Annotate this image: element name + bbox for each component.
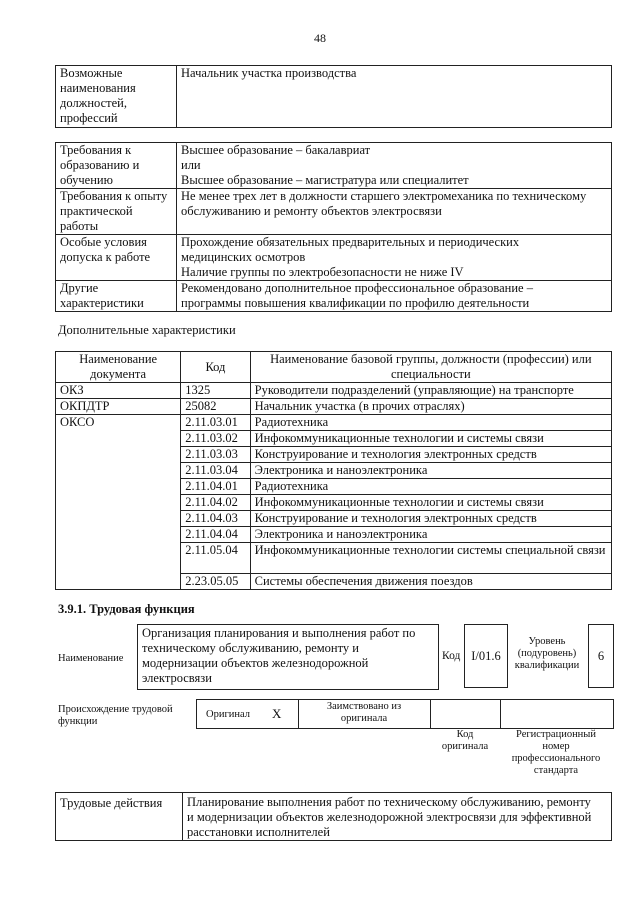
label-line: практической xyxy=(60,204,133,218)
label-line: допуска к работе xyxy=(60,250,151,264)
cell-code: 2.11.03.04 xyxy=(181,463,250,479)
function-code-box: I/01.6 xyxy=(464,624,508,688)
table-row xyxy=(56,415,612,431)
value-line: или xyxy=(181,158,201,172)
table-row xyxy=(56,66,612,128)
cell-name: Конструирование и технология электронных средств xyxy=(250,511,611,527)
cell-name: Электроника и наноэлектроника xyxy=(250,463,611,479)
label-line: Требования к опыту xyxy=(60,189,168,203)
label-line: обучению xyxy=(60,173,113,187)
cell-doc: ОКСО xyxy=(56,415,181,590)
cell-name: Инфокоммуникационные технологии и системы связи xyxy=(250,431,611,447)
cell-code: 2.11.04.03 xyxy=(181,511,250,527)
cell-code: 2.11.03.01 xyxy=(181,415,250,431)
cell-code: 2.11.03.02 xyxy=(181,431,250,447)
caption-line: Регистрационный xyxy=(516,729,596,740)
value-line: обслуживанию и ремонту объектов электросвязи xyxy=(181,204,442,218)
additional-title: Дополнительные характеристики xyxy=(58,323,236,337)
table-row xyxy=(56,235,612,281)
level-line: Уровень xyxy=(528,636,566,647)
value-line: Высшее образование – бакалавриат xyxy=(181,143,371,157)
cell-name: Инфокоммуникационные технологии и системы связи xyxy=(250,495,611,511)
label-line: характеристики xyxy=(60,296,144,310)
education-value xyxy=(177,143,612,189)
admission-value xyxy=(177,235,612,281)
cell-code: 2.11.05.04 xyxy=(181,543,250,574)
value-line: Не менее трех лет в должности старшего электромеханика по техническому xyxy=(181,189,587,203)
label-line: должностей, xyxy=(60,96,127,110)
cell-name: Радиотехника xyxy=(250,479,611,495)
label-line: Другие xyxy=(60,281,99,295)
label-line: Особые условия xyxy=(60,235,147,249)
table-row xyxy=(56,189,612,235)
table-row xyxy=(56,281,612,312)
table-row xyxy=(56,383,612,399)
other-label xyxy=(56,281,177,312)
origin-line: Происхождение трудовой xyxy=(58,704,173,715)
cell-name: Электроника и наноэлектроника xyxy=(250,527,611,543)
table-row xyxy=(56,143,612,189)
header-line: специальности xyxy=(390,367,471,381)
header-line: Наименование базовой группы, должности (профессии) или xyxy=(270,352,592,366)
header-name xyxy=(250,352,611,383)
name-line: электросвязи xyxy=(142,671,212,685)
cell-code: 2.11.04.04 xyxy=(181,527,250,543)
cell-doc: ОКЗ xyxy=(56,383,181,399)
experience-value xyxy=(177,189,612,235)
cell-code: 25082 xyxy=(181,399,250,415)
cell-name: Радиотехника xyxy=(250,415,611,431)
code-caption xyxy=(430,729,500,753)
original-label: Оригинал xyxy=(206,709,250,720)
cell-name: Руководители подразделений (управляющие) на транспорте xyxy=(250,383,611,399)
origin-label xyxy=(58,704,173,728)
caption-line: оригинала xyxy=(441,741,489,752)
cell-doc: ОКПДТР xyxy=(56,399,181,415)
cell-name: Системы обеспечения движения поездов xyxy=(250,574,611,590)
education-label xyxy=(56,143,177,189)
requirements-table xyxy=(55,142,612,312)
table-row xyxy=(56,399,612,415)
divider xyxy=(430,699,431,728)
header-line: Код xyxy=(205,359,226,374)
header-code xyxy=(181,352,250,383)
value-line: Наличие группы по электробезопасности не ниже IV xyxy=(181,265,464,279)
table-row xyxy=(56,793,612,841)
level-label xyxy=(509,636,585,672)
label-line: профессий xyxy=(60,111,118,125)
positions-label xyxy=(56,66,177,128)
value-line: Высшее образование – магистратура или специалитет xyxy=(181,173,469,187)
function-name-label: Наименование xyxy=(58,653,124,664)
label-line: работы xyxy=(60,219,99,233)
cell-name: Конструирование и технология электронных средств xyxy=(250,447,611,463)
cell-code: 2.11.03.03 xyxy=(181,447,250,463)
level-line: квалификации xyxy=(514,660,580,671)
level-line: (подуровень) xyxy=(517,648,577,659)
borrowed-label xyxy=(302,701,426,725)
original-mark: X xyxy=(272,706,282,721)
caption-line: номер xyxy=(542,741,570,752)
other-value xyxy=(177,281,612,312)
value-line: программы повышения квалификации по профилю деятельности xyxy=(181,296,530,310)
value-line: и модернизации объектов железнодорожной электросвязи для эффективной xyxy=(187,810,592,824)
caption-line: стандарта xyxy=(533,765,579,776)
name-line: техническому обслуживанию, ремонту и xyxy=(142,641,359,655)
cell-code: 2.11.04.01 xyxy=(181,479,250,495)
name-line: модернизации объектов железнодорожной xyxy=(142,656,369,670)
reg-caption xyxy=(500,729,612,777)
divider xyxy=(500,699,501,728)
admission-label xyxy=(56,235,177,281)
value-line: Рекомендовано дополнительное профессиональное образование – xyxy=(181,281,533,295)
value-line: медицинских осмотров xyxy=(181,250,306,264)
section-title: 3.9.1. Трудовая функция xyxy=(58,602,195,616)
page-number: 48 xyxy=(314,31,326,45)
label-line: Требования к xyxy=(60,143,132,157)
borrowed-line: оригинала xyxy=(340,713,388,724)
cell-name: Начальник участка (в прочих отраслях) xyxy=(250,399,611,415)
actions-value xyxy=(183,793,612,841)
label-line: образованию и xyxy=(60,158,140,172)
header-document xyxy=(56,352,181,383)
cell-code: 1325 xyxy=(181,383,250,399)
actions-label: Трудовые действия xyxy=(56,793,183,841)
value-line: расстановки исполнителей xyxy=(187,825,330,839)
caption-line: Код xyxy=(456,729,474,740)
caption-line: профессионального xyxy=(511,753,601,764)
table-header-row xyxy=(56,352,612,383)
cell-code: 2.11.04.02 xyxy=(181,495,250,511)
value-line: Планирование выполнения работ по техническому обслуживанию, ремонту xyxy=(187,795,591,809)
cell-code: 2.23.05.05 xyxy=(181,574,250,590)
borrowed-line: Заимствовано из xyxy=(326,701,402,712)
positions-value: Начальник участка производства xyxy=(177,66,612,128)
function-code-label: Код xyxy=(442,650,461,662)
name-line: Организация планирования и выполнения работ по xyxy=(142,626,416,640)
label-line: наименования xyxy=(60,81,136,95)
classification-table xyxy=(55,351,612,590)
function-name-box xyxy=(137,624,439,690)
cell-name: Инфокоммуникационные технологии системы специальной связи xyxy=(250,543,611,574)
label-line: Возможные xyxy=(60,66,123,80)
origin-line: функции xyxy=(58,716,98,727)
value-line: Прохождение обязательных предварительных и периодических xyxy=(181,235,520,249)
header-line: Наименование xyxy=(79,352,158,366)
actions-table xyxy=(55,792,612,841)
positions-table xyxy=(55,65,612,128)
header-line: документа xyxy=(90,367,147,381)
divider xyxy=(298,699,299,728)
level-box: 6 xyxy=(588,624,614,688)
experience-label xyxy=(56,189,177,235)
